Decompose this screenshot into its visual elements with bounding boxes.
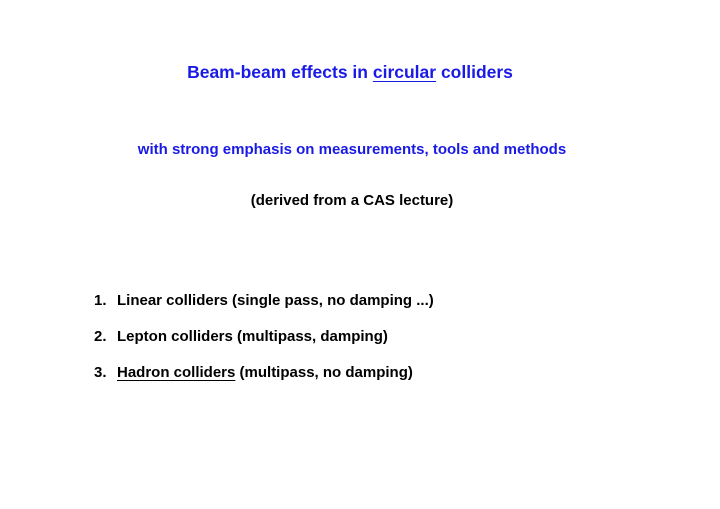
list-item bbox=[94, 364, 434, 382]
list-item bbox=[94, 292, 434, 310]
list-item-text: Linear colliders (single pass, no damping ...) bbox=[117, 292, 434, 309]
list-item-number: 1. bbox=[94, 292, 107, 309]
list-item bbox=[94, 328, 434, 346]
topic-list bbox=[94, 292, 434, 400]
title-text-after: colliders bbox=[436, 62, 513, 82]
source-note: (derived from a CAS lecture) bbox=[250, 192, 454, 209]
slide-subtitle: with strong emphasis on measurements, tools and methods bbox=[137, 141, 567, 158]
slide-title bbox=[0, 62, 700, 83]
list-item-number: 3. bbox=[94, 364, 107, 381]
list-item-text: Lepton colliders (multipass, damping) bbox=[117, 328, 388, 345]
title-text-before: Beam-beam effects in bbox=[187, 62, 373, 82]
list-item-text: (multipass, no damping) bbox=[235, 364, 413, 381]
list-item-underlined-text: Hadron colliders bbox=[117, 364, 236, 381]
list-item-number: 2. bbox=[94, 328, 107, 345]
title-underlined-word: circular bbox=[372, 62, 437, 82]
